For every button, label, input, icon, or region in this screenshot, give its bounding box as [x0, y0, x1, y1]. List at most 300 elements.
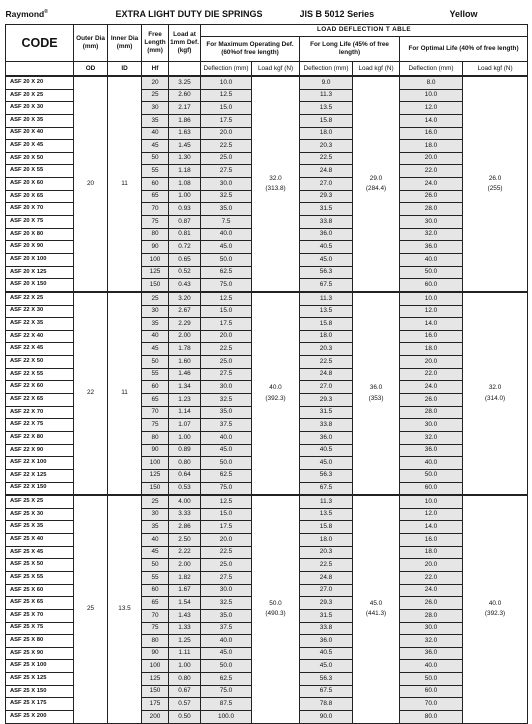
opt-load-cell	[463, 292, 528, 495]
standard-series: JIS B 5012 Series	[300, 4, 400, 25]
max-deflection-cell: 12.5	[201, 292, 252, 305]
code-cell: ASF 20 X 30	[6, 102, 74, 115]
free-length-cell: 55	[142, 571, 169, 584]
load-1mm-cell: 0.50	[169, 711, 201, 724]
long-deflection-cell: 67.5	[300, 279, 353, 292]
load-1mm-cell: 0.65	[169, 253, 201, 266]
long-deflection-cell: 56.3	[300, 469, 353, 482]
code-cell: ASF 25 X 25	[6, 495, 74, 508]
long-deflection-cell: 29.3	[300, 190, 353, 203]
load-1mm-cell: 1.46	[169, 368, 201, 381]
max-deflection-cell: 7.5	[201, 216, 252, 229]
long-load-cell	[353, 76, 400, 292]
code-cell: ASF 20 X 80	[6, 228, 74, 241]
code-cell: ASF 22 X 70	[6, 406, 74, 419]
opt-deflection-cell: 12.0	[400, 102, 463, 115]
code-subheader	[6, 62, 74, 77]
long-deflection-cell: 40.5	[300, 444, 353, 457]
code-cell: ASF 25 X 75	[6, 622, 74, 635]
max-deflection-cell: 62.5	[201, 469, 252, 482]
max-deflection-cell: 25.0	[201, 559, 252, 572]
long-deflection-cell: 45.0	[300, 457, 353, 470]
long-deflection-cell: 22.5	[300, 559, 353, 572]
inner-dia-cell: 13.5	[108, 495, 142, 723]
long-deflection-cell: 31.5	[300, 609, 353, 622]
max-deflection-cell: 50.0	[201, 660, 252, 673]
opt-deflection-cell: 16.0	[400, 330, 463, 343]
max-deflection-cell: 12.5	[201, 495, 252, 508]
free-length-cell: 45	[142, 546, 169, 559]
free-length-cell: 175	[142, 698, 169, 711]
free-length-cell: 45	[142, 343, 169, 356]
load-1mm-cell: 2.67	[169, 305, 201, 318]
load-1mm-cell: 1.00	[169, 660, 201, 673]
free-length-cell: 50	[142, 559, 169, 572]
code-cell: ASF 20 X 20	[6, 76, 74, 89]
code-cell: ASF 22 X 45	[6, 343, 74, 356]
code-cell: ASF 25 X 45	[6, 546, 74, 559]
max-deflection-cell: 62.5	[201, 673, 252, 686]
free-length-cell: 50	[142, 356, 169, 369]
max-deflection-cell: 22.5	[201, 546, 252, 559]
load-1mm-cell: 1.78	[169, 343, 201, 356]
free-length-cell: 40	[142, 534, 169, 547]
long-load-cell-kgf: 29.0	[369, 174, 383, 182]
max-deflection-cell: 45.0	[201, 647, 252, 660]
opt-load-cell-newton: (392.3)	[484, 610, 506, 618]
free-length-cell: 25	[142, 495, 169, 508]
long-deflection-cell: 22.5	[300, 356, 353, 369]
long-deflection-subheader: Deflection (mm)	[300, 62, 353, 77]
opt-deflection-cell: 30.0	[400, 622, 463, 635]
opt-load-cell	[463, 76, 528, 292]
inner-dia-header: Inner Dia (mm)	[108, 25, 142, 62]
long-deflection-cell: 15.8	[300, 114, 353, 127]
opt-deflection-cell: 36.0	[400, 647, 463, 660]
max-deflection-cell: 15.0	[201, 508, 252, 521]
max-deflection-cell: 20.0	[201, 127, 252, 140]
max-load-cell-newton: (313.8)	[265, 184, 286, 192]
load-1mm-cell: 1.54	[169, 597, 201, 610]
load-1mm-cell: 1.60	[169, 356, 201, 369]
long-deflection-cell: 18.0	[300, 534, 353, 547]
code-cell: ASF 25 X 60	[6, 584, 74, 597]
free-length-cell: 100	[142, 253, 169, 266]
opt-deflection-cell: 22.0	[400, 368, 463, 381]
load-1mm-cell: 2.86	[169, 521, 201, 534]
long-deflection-cell: 13.5	[300, 305, 353, 318]
long-deflection-cell: 18.0	[300, 330, 353, 343]
load-1mm-cell: 4.00	[169, 495, 201, 508]
outer-dia-cell: 20	[74, 76, 108, 292]
load-1mm-cell: 1.67	[169, 584, 201, 597]
max-load-cell	[252, 76, 300, 292]
free-length-cell: 65	[142, 597, 169, 610]
opt-deflection-cell: 12.0	[400, 305, 463, 318]
free-length-cell: 75	[142, 216, 169, 229]
max-deflection-cell: 22.5	[201, 343, 252, 356]
opt-deflection-cell: 14.0	[400, 521, 463, 534]
opt-deflection-cell: 10.0	[400, 89, 463, 102]
code-cell: ASF 22 X 55	[6, 368, 74, 381]
brand-cell	[6, 4, 108, 25]
max-deflection-cell: 50.0	[201, 253, 252, 266]
max-deflection-cell: 17.5	[201, 114, 252, 127]
load-deflection-table-header: LOAD DEFLECTION T ABLE	[201, 25, 528, 37]
max-deflection-cell: 32.5	[201, 597, 252, 610]
long-deflection-cell: 20.3	[300, 546, 353, 559]
opt-deflection-cell: 60.0	[400, 279, 463, 292]
opt-deflection-cell: 10.0	[400, 495, 463, 508]
max-load-cell	[252, 495, 300, 723]
free-length-cell: 70	[142, 609, 169, 622]
load-1mm-cell: 2.29	[169, 318, 201, 331]
load-1mm-cell: 0.64	[169, 469, 201, 482]
load-1mm-header: Load at 1mm Def. (kgf)	[169, 25, 201, 62]
long-deflection-cell: 27.0	[300, 178, 353, 191]
free-length-cell: 25	[142, 89, 169, 102]
table-row	[6, 292, 528, 305]
load-1mm-cell: 1.33	[169, 622, 201, 635]
optimal-life-header: For Optimal Life (40% of free length)	[400, 37, 528, 62]
table-row	[6, 76, 528, 89]
max-deflection-cell: 37.5	[201, 622, 252, 635]
max-deflection-cell: 45.0	[201, 444, 252, 457]
opt-deflection-subheader: Deflection (mm)	[400, 62, 463, 77]
free-length-cell: 70	[142, 203, 169, 216]
max-deflection-cell: 15.0	[201, 102, 252, 115]
long-load-subheader: Load kgf (N)	[353, 62, 400, 77]
opt-deflection-cell: 24.0	[400, 178, 463, 191]
free-length-cell: 125	[142, 266, 169, 279]
long-deflection-cell: 33.8	[300, 622, 353, 635]
load-1mm-cell: 1.86	[169, 114, 201, 127]
max-load-cell-newton: (490.3)	[265, 610, 286, 618]
long-deflection-cell: 13.5	[300, 508, 353, 521]
load-1mm-cell: 2.60	[169, 89, 201, 102]
opt-deflection-cell: 22.0	[400, 571, 463, 584]
code-cell: ASF 22 X 40	[6, 330, 74, 343]
free-length-cell: 35	[142, 521, 169, 534]
load-1mm-cell: 3.20	[169, 292, 201, 305]
long-deflection-cell: 31.5	[300, 203, 353, 216]
load-1mm-cell: 1.30	[169, 152, 201, 165]
free-length-cell: 25	[142, 292, 169, 305]
load-1mm-cell: 1.08	[169, 178, 201, 191]
code-cell: ASF 25 X 30	[6, 508, 74, 521]
code-cell: ASF 20 X 45	[6, 140, 74, 153]
load-1mm-cell: 1.45	[169, 140, 201, 153]
opt-deflection-cell: 14.0	[400, 114, 463, 127]
hf-subheader: Hf	[142, 62, 169, 77]
max-deflection-cell: 40.0	[201, 431, 252, 444]
long-deflection-cell: 78.8	[300, 698, 353, 711]
free-length-cell: 20	[142, 76, 169, 89]
free-length-cell: 35	[142, 318, 169, 331]
long-deflection-cell: 36.0	[300, 635, 353, 648]
code-cell: ASF 25 X 55	[6, 571, 74, 584]
free-length-cell: 40	[142, 330, 169, 343]
load-1mm-cell: 1.11	[169, 647, 201, 660]
free-length-cell: 30	[142, 305, 169, 318]
table-row	[6, 495, 528, 508]
max-load-cell-kgf: 32.0	[269, 174, 282, 182]
opt-deflection-cell: 50.0	[400, 469, 463, 482]
long-deflection-cell: 40.5	[300, 241, 353, 254]
opt-load-cell-kgf: 32.0	[488, 384, 502, 392]
free-length-cell: 60	[142, 381, 169, 394]
max-deflection-cell: 50.0	[201, 457, 252, 470]
max-deflection-cell: 37.5	[201, 419, 252, 432]
inner-dia-cell: 11	[108, 292, 142, 495]
code-cell: ASF 20 X 40	[6, 127, 74, 140]
load-1mm-cell: 1.18	[169, 165, 201, 178]
free-length-cell: 90	[142, 241, 169, 254]
opt-deflection-cell: 26.0	[400, 394, 463, 407]
max-deflection-cell: 45.0	[201, 241, 252, 254]
opt-load-cell-kgf: 40.0	[488, 600, 502, 608]
free-length-cell: 65	[142, 394, 169, 407]
free-length-cell: 55	[142, 368, 169, 381]
free-length-cell: 30	[142, 102, 169, 115]
opt-deflection-cell: 40.0	[400, 660, 463, 673]
max-deflection-cell: 32.5	[201, 190, 252, 203]
max-load-cell-kgf: 40.0	[269, 384, 282, 392]
load-1mm-cell: 0.52	[169, 266, 201, 279]
opt-deflection-cell: 20.0	[400, 559, 463, 572]
free-length-cell: 75	[142, 622, 169, 635]
code-cell: ASF 20 X 150	[6, 279, 74, 292]
long-deflection-cell: 36.0	[300, 431, 353, 444]
load-1mm-cell: 1.14	[169, 406, 201, 419]
load-1mm-cell: 0.89	[169, 444, 201, 457]
code-cell: ASF 20 X 75	[6, 216, 74, 229]
spring-color: Yellow	[400, 4, 528, 25]
code-cell: ASF 22 X 80	[6, 431, 74, 444]
long-deflection-cell: 9.0	[300, 76, 353, 89]
code-cell: ASF 20 X 25	[6, 89, 74, 102]
long-deflection-cell: 11.3	[300, 495, 353, 508]
long-deflection-cell: 20.3	[300, 343, 353, 356]
max-deflection-cell: 35.0	[201, 203, 252, 216]
code-cell: ASF 25 X 80	[6, 635, 74, 648]
code-cell: ASF 20 X 70	[6, 203, 74, 216]
long-deflection-cell: 27.0	[300, 381, 353, 394]
code-cell: ASF 25 X 90	[6, 647, 74, 660]
opt-deflection-cell: 16.0	[400, 534, 463, 547]
free-length-cell: 150	[142, 685, 169, 698]
max-deflection-cell: 20.0	[201, 330, 252, 343]
load-1mm-cell: 0.80	[169, 457, 201, 470]
opt-load-cell-kgf: 26.0	[488, 174, 502, 182]
code-cell: ASF 22 X 60	[6, 381, 74, 394]
free-length-cell: 45	[142, 140, 169, 153]
load-1mm-cell: 1.34	[169, 381, 201, 394]
free-length-cell: 80	[142, 431, 169, 444]
load-1mm-cell: 2.50	[169, 534, 201, 547]
max-deflection-cell: 87.5	[201, 698, 252, 711]
opt-deflection-cell: 60.0	[400, 482, 463, 495]
max-deflection-cell: 75.0	[201, 279, 252, 292]
free-length-cell: 150	[142, 279, 169, 292]
load-1mm-cell: 0.57	[169, 698, 201, 711]
code-cell: ASF 22 X 150	[6, 482, 74, 495]
max-deflection-cell: 27.5	[201, 165, 252, 178]
opt-deflection-cell: 18.0	[400, 140, 463, 153]
code-cell: ASF 25 X 125	[6, 673, 74, 686]
sheet-title: EXTRA LIGHT DUTY DIE SPRINGS	[108, 4, 300, 25]
free-length-cell: 30	[142, 508, 169, 521]
opt-deflection-cell: 16.0	[400, 127, 463, 140]
code-cell: ASF 22 X 90	[6, 444, 74, 457]
opt-deflection-cell: 18.0	[400, 343, 463, 356]
opt-deflection-cell: 24.0	[400, 381, 463, 394]
spring-table	[5, 4, 528, 724]
long-deflection-cell: 24.8	[300, 368, 353, 381]
code-cell: ASF 22 X 35	[6, 318, 74, 331]
code-cell: ASF 25 X 70	[6, 609, 74, 622]
long-deflection-cell: 67.5	[300, 482, 353, 495]
load-1mm-cell: 2.00	[169, 330, 201, 343]
code-cell: ASF 20 X 65	[6, 190, 74, 203]
max-deflection-cell: 17.5	[201, 318, 252, 331]
load-1mm-cell: 0.80	[169, 673, 201, 686]
opt-load-cell-newton: (255)	[487, 184, 503, 192]
opt-deflection-cell: 26.0	[400, 597, 463, 610]
max-deflection-cell: 17.5	[201, 521, 252, 534]
opt-deflection-cell: 36.0	[400, 241, 463, 254]
max-deflection-cell: 27.5	[201, 368, 252, 381]
max-deflection-cell: 25.0	[201, 152, 252, 165]
registered-mark: ®	[44, 8, 48, 15]
load-1mm-subheader	[169, 62, 201, 77]
long-load-cell-newton: (353)	[368, 394, 384, 402]
code-cell: ASF 22 X 100	[6, 457, 74, 470]
opt-deflection-cell: 32.0	[400, 635, 463, 648]
load-1mm-cell: 1.00	[169, 190, 201, 203]
load-1mm-cell: 0.67	[169, 685, 201, 698]
long-life-header: For Long Life (45% of free length)	[300, 37, 400, 62]
code-cell: ASF 25 X 150	[6, 685, 74, 698]
max-deflection-cell: 25.0	[201, 356, 252, 369]
free-length-cell: 90	[142, 444, 169, 457]
opt-deflection-cell: 30.0	[400, 419, 463, 432]
long-load-cell-kgf: 36.0	[369, 384, 383, 392]
load-1mm-cell: 0.93	[169, 203, 201, 216]
code-cell: ASF 25 X 175	[6, 698, 74, 711]
max-deflection-cell: 12.5	[201, 89, 252, 102]
load-1mm-cell: 2.17	[169, 102, 201, 115]
inner-dia-cell: 11	[108, 76, 142, 292]
free-length-cell: 125	[142, 469, 169, 482]
max-deflection-cell: 35.0	[201, 609, 252, 622]
long-deflection-cell: 24.8	[300, 165, 353, 178]
code-cell: ASF 22 X 50	[6, 356, 74, 369]
free-length-cell: 125	[142, 673, 169, 686]
code-cell: ASF 20 X 55	[6, 165, 74, 178]
code-cell: ASF 25 X 50	[6, 559, 74, 572]
long-deflection-cell: 45.0	[300, 660, 353, 673]
load-1mm-cell: 0.53	[169, 482, 201, 495]
load-1mm-cell: 2.00	[169, 559, 201, 572]
outer-dia-cell: 25	[74, 495, 108, 723]
opt-deflection-cell: 30.0	[400, 216, 463, 229]
code-cell: ASF 20 X 60	[6, 178, 74, 191]
max-deflection-cell: 32.5	[201, 394, 252, 407]
max-deflection-cell: 20.0	[201, 534, 252, 547]
max-deflection-cell: 100.0	[201, 711, 252, 724]
long-deflection-cell: 22.5	[300, 152, 353, 165]
opt-deflection-cell: 36.0	[400, 444, 463, 457]
code-cell: ASF 22 X 65	[6, 394, 74, 407]
opt-deflection-cell: 26.0	[400, 190, 463, 203]
opt-deflection-cell: 50.0	[400, 673, 463, 686]
long-load-cell	[353, 495, 400, 723]
long-deflection-cell: 36.0	[300, 228, 353, 241]
long-deflection-cell: 31.5	[300, 406, 353, 419]
max-deflection-cell: 22.5	[201, 140, 252, 153]
free-length-cell: 70	[142, 406, 169, 419]
opt-load-cell-newton: (314.0)	[484, 394, 506, 402]
opt-deflection-cell: 32.0	[400, 228, 463, 241]
max-deflection-cell: 15.0	[201, 305, 252, 318]
long-deflection-cell: 15.8	[300, 521, 353, 534]
od-subheader: OD	[74, 62, 108, 77]
free-length-cell: 50	[142, 152, 169, 165]
long-deflection-cell: 45.0	[300, 253, 353, 266]
free-length-cell: 150	[142, 482, 169, 495]
opt-deflection-cell: 80.0	[400, 711, 463, 724]
load-1mm-cell: 1.63	[169, 127, 201, 140]
max-load-cell	[252, 292, 300, 495]
free-length-cell: 60	[142, 178, 169, 191]
opt-deflection-cell: 28.0	[400, 609, 463, 622]
code-cell: ASF 22 X 25	[6, 292, 74, 305]
opt-deflection-cell: 50.0	[400, 266, 463, 279]
code-cell: ASF 25 X 100	[6, 660, 74, 673]
code-header: CODE	[6, 25, 74, 62]
load-1mm-cell: 1.07	[169, 419, 201, 432]
long-load-cell	[353, 292, 400, 495]
long-load-cell-newton: (441.3)	[365, 610, 387, 618]
max-load-cell-kgf: 50.0	[269, 600, 282, 608]
free-length-cell: 200	[142, 711, 169, 724]
opt-deflection-cell: 20.0	[400, 356, 463, 369]
max-deflection-cell: 30.0	[201, 584, 252, 597]
free-length-cell: 75	[142, 419, 169, 432]
opt-deflection-cell: 12.0	[400, 508, 463, 521]
opt-load-cell	[463, 495, 528, 723]
load-1mm-cell: 0.72	[169, 241, 201, 254]
max-deflection-cell: 30.0	[201, 381, 252, 394]
opt-deflection-cell: 24.0	[400, 584, 463, 597]
opt-deflection-cell: 32.0	[400, 431, 463, 444]
brand-name: Raymond	[5, 8, 45, 19]
opt-deflection-cell: 28.0	[400, 406, 463, 419]
load-1mm-cell: 1.00	[169, 431, 201, 444]
opt-deflection-cell: 70.0	[400, 698, 463, 711]
long-deflection-cell: 56.3	[300, 673, 353, 686]
header-row-1	[6, 25, 528, 37]
outer-dia-header: Outer Dia (mm)	[74, 25, 108, 62]
free-length-cell: 65	[142, 190, 169, 203]
load-1mm-cell: 1.82	[169, 571, 201, 584]
opt-load-subheader: Load kgf (N)	[463, 62, 528, 77]
load-1mm-cell: 3.33	[169, 508, 201, 521]
long-deflection-cell: 11.3	[300, 292, 353, 305]
max-deflection-cell: 75.0	[201, 685, 252, 698]
opt-deflection-cell: 18.0	[400, 546, 463, 559]
